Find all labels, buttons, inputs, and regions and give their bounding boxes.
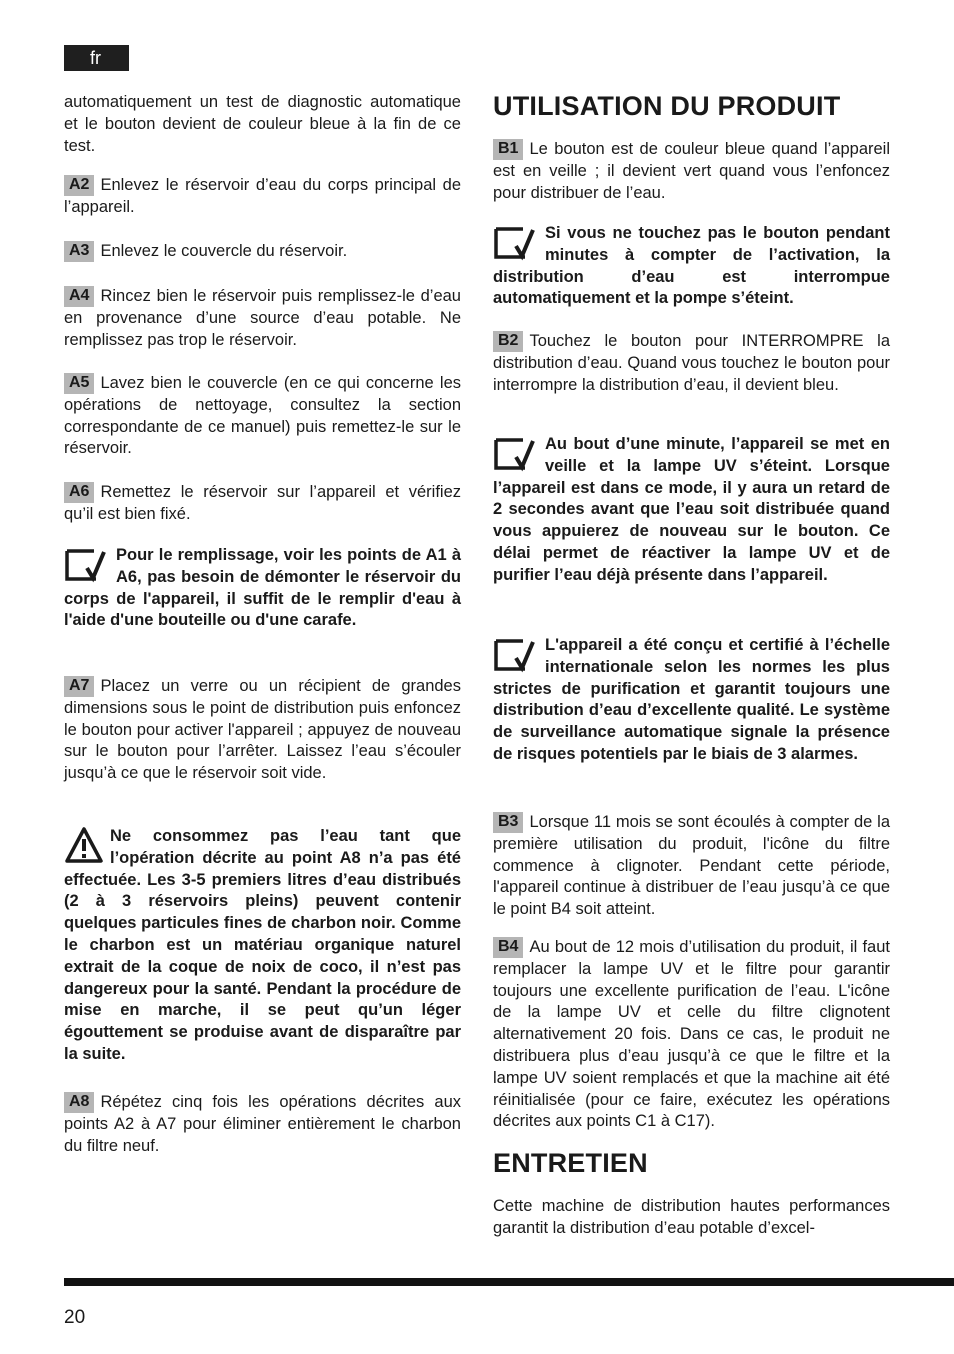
warning-note: [64, 826, 461, 1066]
step-text: Lorsque 11 mois se sont écoulés à compter de la première utilisation du produit, l'icône du filtre commence à clignoter. Pendant cette période, l'appareil continue à distribuer de l’eau jusqu’à ce que le point B4 soit atteint.: [493, 813, 890, 919]
step-b4: [493, 937, 890, 1133]
step-text: Le bouton est de couleur bleue quand l’appareil est en veille ; il devient vert quand vous l’enfoncez pour distribuer de l’eau.: [493, 140, 890, 202]
step-tag: B4: [493, 937, 523, 958]
checkbox-note-icon: [493, 635, 539, 675]
step-tag: A3: [64, 241, 94, 262]
section-heading-usage: UTILISATION DU PRODUIT: [493, 91, 841, 121]
warning-triangle-icon: [64, 826, 104, 864]
step-tag: A6: [64, 482, 94, 503]
step-tag: A4: [64, 286, 94, 307]
step-tag: B1: [493, 139, 523, 160]
note-filling: [64, 545, 461, 632]
step-tag: A5: [64, 373, 94, 394]
step-b3: [493, 812, 890, 921]
section-heading-maintenance: ENTRETIEN: [493, 1148, 648, 1178]
page-number: 20: [64, 1307, 86, 1328]
note-text: Au bout d’une minute, l’appareil se met en veille et la lampe UV s’éteint. Lorsque l’appareil est dans ce mode, il y aura un retard de 2 secondes avant que l’eau soit distribuée quand vous appuierez de nouveau sur le bouton. Ce délai permet de réactiver la lampe UV et de purifier l’eau déjà présente dans l’appareil.: [493, 435, 890, 584]
step-text: Enlevez le réservoir d’eau du corps principal de l’appareil.: [64, 176, 461, 216]
step-a8: [64, 1092, 461, 1157]
checkbox-note-icon: [64, 545, 110, 585]
note-auto-stop: [493, 223, 890, 310]
step-a3: [64, 241, 461, 263]
maintenance-paragraph: Cette machine de distribution hautes performances garantit la distribution d’eau potable d’excel-: [493, 1197, 890, 1237]
language-tab: fr: [64, 45, 129, 71]
step-a6: [64, 482, 461, 526]
step-text: Au bout de 12 mois d’utilisation du produit, il faut remplacer la lampe UV et le filtre pour garantir toujours une excellente purification de l’eau. L'icône de la lampe UV et celle du filtre clignotent alternativement 20 fois. Dans ce cas, le produit ne distribuera plus d’eau jusqu’à ce que le filtre et la lampe UV soient remplacés et que la machine ait été réinitialisée (pour ce faire, exécutez les opérations décrites aux points C1 à C17).: [493, 938, 890, 1131]
checkbox-note-icon: [493, 223, 539, 263]
step-a5: [64, 373, 461, 460]
step-tag: B3: [493, 812, 523, 833]
intro-paragraph: automatiquement un test de diagnostic automatique et le bouton devient de couleur bleue à la fin de ce test.: [64, 93, 461, 155]
step-b1: [493, 139, 890, 204]
step-tag: A2: [64, 175, 94, 196]
step-tag: A8: [64, 1092, 94, 1113]
warning-text: Ne consommez pas l’eau tant que l’opération décrite au point A8 n’a pas été effectuée. Les 3-5 premiers litres d’eau distribués (2 à 3 réservoirs pleins) peuvent contenir quelques particules fines de charbon noir. Comme le charbon est un matériau organique naturel extrait de la coque de noix de coco, il n’est pas dangereux pour la santé. Pendant la procédure de mise en marche, il se peut qu’un léger égouttement se produise avant de disparaître par la suite.: [64, 827, 461, 1063]
note-text: Si vous ne touchez pas le bouton pendant minutes à compter de l’activation, la distribution d’eau est interrompue automatiquement et la pompe s’éteint.: [493, 224, 890, 308]
step-a4: [64, 286, 461, 351]
step-a2: [64, 175, 461, 219]
step-tag: A7: [64, 676, 94, 697]
step-text: Rincez bien le réservoir puis remplissez-le d’eau en provenance d’une source d’eau potable. Ne remplissez pas trop le réservoir.: [64, 287, 461, 349]
note-text: Pour le remplissage, voir les points de A1 à A6, pas besoin de démonter le réservoir du corps de l'appareil, il suffit de le remplir d'eau à l'aide d'une bouteille ou d'une carafe.: [64, 546, 461, 630]
step-tag: B2: [493, 331, 523, 352]
note-standby: [493, 434, 890, 587]
step-a7: [64, 676, 461, 785]
footer-rule: [64, 1278, 954, 1286]
step-text: Placez un verre ou un récipient de grandes dimensions sous le point de distribution puis enfoncez le bouton pour activer l'appareil ; appuyez de nouveau sur le bouton pour l’arrêter. Laissez l’eau s’écouler jusqu’à ce que le réservoir soit vide.: [64, 677, 461, 783]
step-text: Touchez le bouton pour INTERROMPRE la distribution d’eau. Quand vous touchez le bouton pour interrompre la distribution d’eau, il devient bleu.: [493, 332, 890, 394]
note-text: L'appareil a été conçu et certifié à l’échelle internationale selon les normes les plus strictes de purification et garantit toujours une distribution d’eau d’excellente qualité. Le système de surveillance automatique signale la présence de risques potentiels par le biais de 3 alarmes.: [493, 636, 890, 763]
step-text: Lavez bien le couvercle (en ce qui concerne les opérations de nettoyage, consultez la section correspondante de ce manuel) puis remettez-le sur le réservoir.: [64, 374, 461, 458]
step-text: Répétez cinq fois les opérations décrites aux points A2 à A7 pour éliminer entièrement le charbon du filtre neuf.: [64, 1093, 461, 1155]
step-text: Remettez le réservoir sur l’appareil et vérifiez qu’il est bien fixé.: [64, 483, 461, 523]
checkbox-note-icon: [493, 434, 539, 474]
note-certification: [493, 635, 890, 766]
step-b2: [493, 331, 890, 396]
step-text: Enlevez le couvercle du réservoir.: [100, 242, 348, 260]
